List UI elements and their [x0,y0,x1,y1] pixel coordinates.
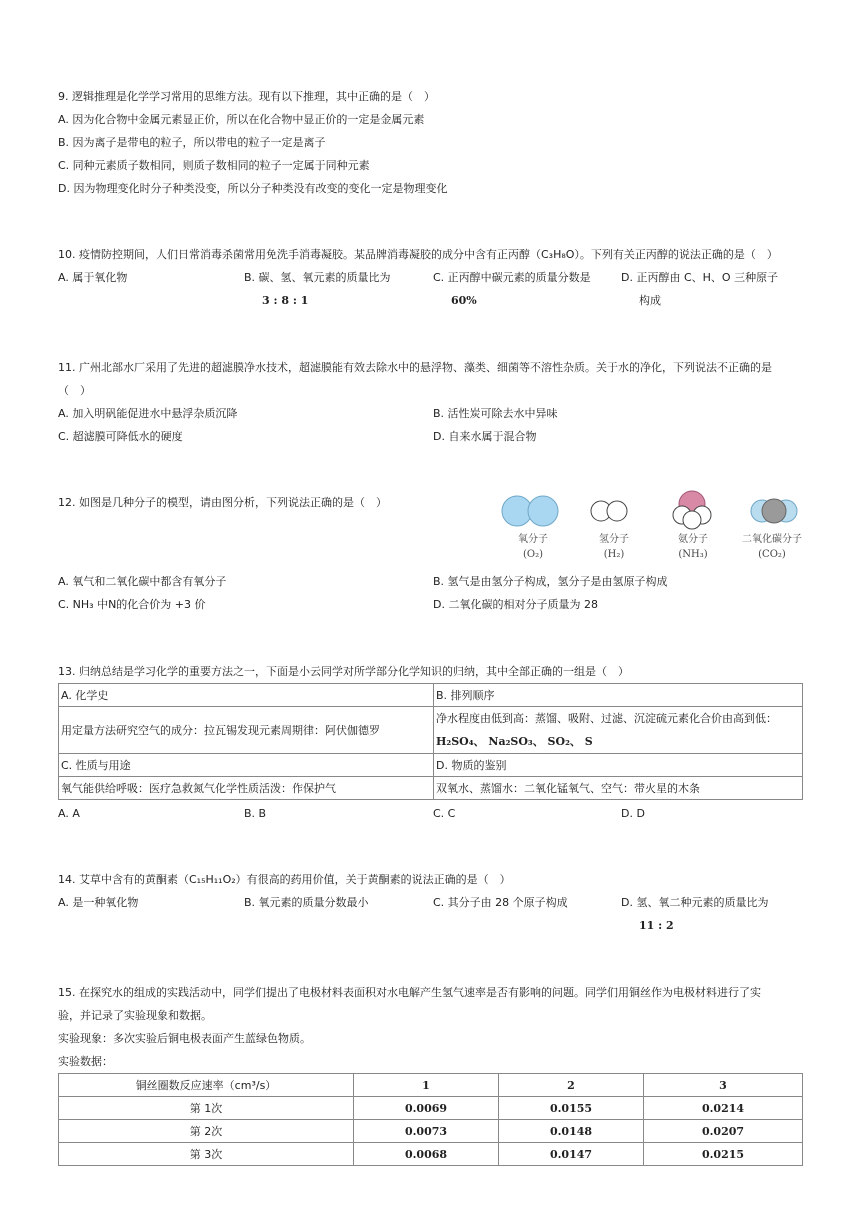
experiment-phenomenon: 实验现象：多次实验后铜电极表面产生蓝绿色物质。 [58,1032,311,1045]
question-11 [58,356,803,448]
option-b: B. 氧元素的质量分数最小 [244,896,369,909]
question-15 [58,981,803,1073]
group-d-title: D. 物质的鉴别 [434,754,803,777]
question-13-options [58,802,803,825]
question-9 [58,85,803,200]
question-stem: 12. 如图是几种分子的模型，请由图分析，下列说法正确的是（ ） [58,496,387,509]
option-c: C. 其分子由 28 个原子构成 [433,896,568,909]
option-d: D. 二氧化碳的相对分子质量为 28 [433,598,598,611]
ammonia-molecule-label: 氨分子 (NH₃) [678,534,708,560]
group-b-title: B. 排列顺序 [434,684,803,707]
summary-table [58,683,803,800]
header-cell: 3 [644,1074,803,1097]
question-stem: 10. 疫情防控期间，人们日常消毒杀菌常用免洗手消毒凝胶。某品牌消毒凝胶的成分中含有正丙醇（C₃H₈O）。下列有关正丙醇的说法正确的是（ ） [58,248,778,261]
group-a-body: 用定量方法研究空气的成分：拉瓦锡发现元素周期律：阿伏伽德罗 [59,707,434,754]
experiment-data-label: 实验数据： [58,1055,113,1068]
option-b: B. 活性炭可除去水中异味 [433,407,558,420]
option-d: D. 自来水属于混合物 [433,430,537,443]
table-row: 第 3次 0.0068 0.0147 0.0215 [59,1143,803,1166]
question-stem-cont: 验，并记录了实验现象和数据。 [58,1009,212,1022]
group-c-title: C. 性质与用途 [59,754,434,777]
group-c-body: 氧气能供给呼吸：医疗急救氮气化学性质活泼：作保护气 [59,777,434,800]
question-10 [58,243,803,312]
header-cell: 铜丝圈数反应速率（cm³/s） [59,1074,354,1097]
option-a: A. A [58,807,80,820]
option-c: C. 同种元素质子数相同，则质子数相同的粒子一定属于同种元素 [58,159,370,172]
header-cell: 1 [354,1074,499,1097]
hydrogen-molecule-model [591,501,627,521]
question-stem: 11. 广州北部水厂采用了先进的超滤膜净水技术，超滤膜能有效去除水中的悬浮物、藻类、细菌等不溶性杂质。关于水的净化，下列说法不正确的是 [58,361,772,374]
option-b: B. 碳、氢、氧元素的质量比为 3 : 8 : 1 [244,271,391,307]
question-stem: 9. 逻辑推理是化学学习常用的思维方法。现有以下推理，其中正确的是（ ） [58,90,435,103]
option-a: A. 加入明矾能促进水中悬浮杂质沉降 [58,407,238,420]
group-b-body: 净水程度由低到高：蒸馏、吸附、过滤、沉淀硫元素化合价由高到低： H₂SO₄、 Na₂SO₃、 SO₂、 S [434,707,803,754]
option-c: C. 超滤膜可降低水的硬度 [58,430,183,443]
oxygen-molecule-model [502,496,558,526]
table-header-row [59,1074,803,1097]
experiment-data-table [58,1073,803,1166]
option-b: B. 氢气是由氢分子构成，氢分子是由氢原子构成 [433,575,668,588]
question-stem: 14. 艾草中含有的黄酮素（C₁₅H₁₁O₂）有很高的药用价值，关于黄酮素的说法正确的是（ ） [58,873,511,886]
molecule-models-figure [495,490,815,532]
co2-molecule-label: 二氧化碳分子 (CO₂) [742,534,802,560]
option-d: D. D [621,807,645,820]
option-d: D. 氢、氧二种元素的质量比为 11 : 2 [621,896,769,932]
group-a-title: A. 化学史 [59,684,434,707]
question-stem: 13. 归纳总结是学习化学的重要方法之一，下面是小云同学对所学部分化学知识的归纳，其中全部正确的一组是（ ） [58,665,629,678]
header-cell: 2 [499,1074,644,1097]
option-b: B. 因为离子是带电的粒子，所以带电的粒子一定是离子 [58,136,326,149]
option-b: B. B [244,807,267,820]
question-14 [58,868,803,937]
oxygen-molecule-label: 氧分子 (O₂) [518,534,548,560]
group-d-body: 双氧水、蒸馏水：二氧化锰氧气、空气：带火星的木条 [434,777,803,800]
question-13 [58,660,803,683]
option-c: C. C [433,807,456,820]
option-a: A. 属于氧化物 [58,271,128,284]
table-row: 第 2次 0.0073 0.0148 0.0207 [59,1120,803,1143]
option-c: C. NH₃ 中N的化合价为 +3 价 [58,598,206,611]
table-row: 第 1次 0.0069 0.0155 0.0214 [59,1097,803,1120]
question-stem-cont: （ ） [58,384,91,397]
option-c: C. 正丙醇中碳元素的质量分数是 60% [433,271,591,307]
hydrogen-molecule-label: 氢分子 (H₂) [599,534,629,560]
option-a: A. 氧气和二氧化碳中都含有氧分子 [58,575,227,588]
option-d: D. 正丙醇由 C、H、O 三种原子 构成 [621,271,779,307]
ammonia-molecule-model [673,491,711,529]
carbon-dioxide-molecule-model [751,499,797,523]
option-a: A. 是一种氧化物 [58,896,139,909]
option-a: A. 因为化合物中金属元素显正价，所以在化合物中显正价的一定是金属元素 [58,113,425,126]
question-stem: 15. 在探究水的组成的实践活动中，同学们提出了电极材料表面积对水电解产生氢气速率是否有影响的问题。同学们用铜丝作为电极材料进行了实 [58,986,761,999]
option-d: D. 因为物理变化时分子种类没变，所以分子种类没有改变的变化一定是物理变化 [58,182,448,195]
question-12-options [58,570,803,616]
